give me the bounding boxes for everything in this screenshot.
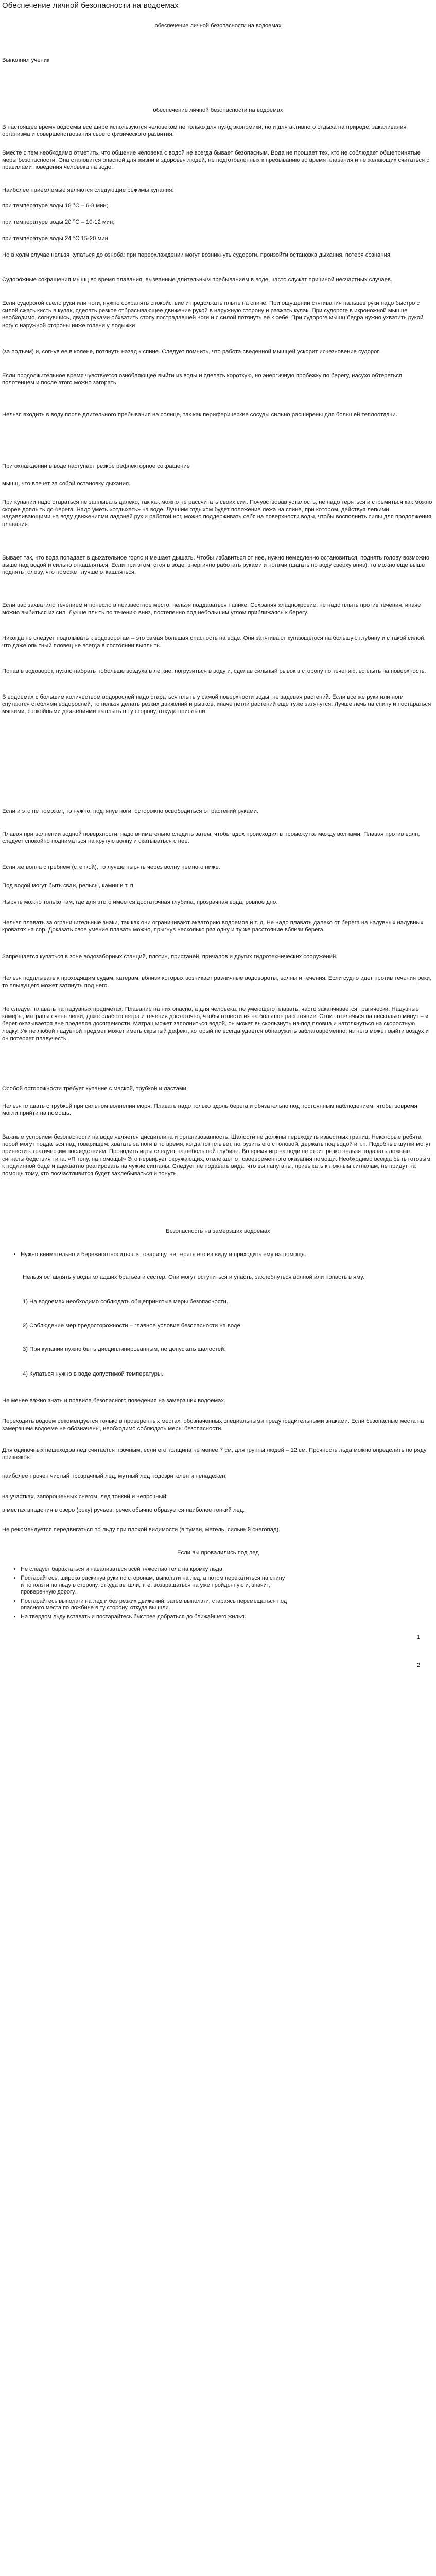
paragraph: Нырять можно только там, где для этого имеется достаточная глубина, прозрачная вода, ровное дно.	[2, 899, 278, 905]
paragraph: Под водой могут быть сваи, рельсы, камни и т. п.	[2, 883, 135, 889]
paragraph: Нельзя входить в воду после длительного пребывания на солнце, так как периферические сосуды сильно расширены для большей теплоотдачи.	[2, 412, 397, 418]
temperature-line: при температуре воды 20 °C – 10-12 мин;	[2, 219, 115, 225]
paragraph: Если же волна с гребнем (степкой), то лучше нырять через волну немного ниже.	[2, 864, 220, 870]
paragraph: Не менее важно знать и правила безопасного поведения на замерзших водоемах.	[2, 1398, 226, 1404]
paragraph: В водоемах с большим количеством водорослей надо стараться плыть у самой поверхности воды, не задевая растений. Если все же руки или ноги спутаются стеблями водорослей, то нельзя делать резких движений и рывков, иначе петли растений еще туже затянутся. Лучше лечь на спину и постараться мягкими, спокойными движениями выплыть в ту сторону, откуда приплыли.	[2, 694, 431, 715]
paragraph: Никогда не следует подплывать к водоворотам – это самая большая опасность на воде. Они затягивают купающегося на большую глубину и с такой силой, что даже опытный пловец не всегда в состоянии выплыть.	[2, 635, 426, 649]
paragraph: При купании надо стараться не заплывать далеко, так как можно не рассчитать своих сил. Почувствовав усталость, не надо теряться и стремиться как можно скорее доплыть до берега. Надо уметь «отдыхать» на воде. Лучшим отдыхом будет положение лежа на спине, при котором, действуя легкими надавливающими на воду движениями ладоней рук и работой ног, можно поддерживать себя на поверхности воды, чтобы восполнить силы для продолжения плавания.	[2, 499, 432, 528]
paragraph: Но в холм случае нельзя купаться до озноба: при переохлаждении могут возникнуть судороги, произойти остановка дыхания, потеря сознания.	[2, 252, 392, 258]
paragraph: наиболее прочен чистый прозрачный лед, мутный лед подозрителен и ненадежен;	[2, 1473, 227, 1479]
bullet-list	[12, 1251, 432, 1262]
paragraph: Для одиночных пешеходов лед считается прочным, если его толщина не менее 7 см, для группы людей – 12 см. Прочность льда можно определить по ряду признаков:	[2, 1447, 427, 1461]
bullet-list	[12, 1566, 288, 1623]
document-subtitle: обеспечение личной безопасности на водоемах	[154, 23, 282, 29]
list-item: 3) При купании нужно быть дисциплинированным, не допускать шалостей.	[23, 1346, 226, 1352]
list-item: 4) Купаться нужно в воде допустимой температуры.	[23, 1371, 164, 1377]
paragraph: в местах впадения в озеро (реку) ручьев, речек обычно образуется наиболее тонкий лед.	[2, 1507, 245, 1513]
paragraph: мышц, что влечет за собой остановку дыхания.	[2, 481, 131, 487]
section-heading: Безопасность на замерзших водоемах	[166, 1228, 270, 1234]
paragraph: Не следует плавать на надувных предметах. Плавание на них опасно, а для человека, не умеющего плавать, часто заканчивается трагически. Надувные камеры, матрацы очень легки, даже слабого ветра и течения достаточно, чтобы отнести их на большое расстояние. Стоит отвлечься на несколько минут – и берег оказывается вне пределов досягаемости. Матрац может заполниться водой, он может выскользнуть из-под пловца и натолкнуться на скоростную лодку. Уж не любой надувной предмет может иметь скрытый дефект, который не всегда удается обнаружить заблаговременно; из него может выйти воздух и он потеряет плавучесть.	[2, 1006, 429, 1042]
paragraph: на участках, запорошенных снегом, лед тонкий и непрочный;	[2, 1494, 168, 1500]
list-item: Нельзя оставлять у воды младших братьев и сестер. Они могут оступиться и упасть, захлебнуться волной или попасть в яму.	[23, 1274, 364, 1280]
author-line: Выполнил ученик	[2, 57, 49, 63]
paragraph: Нельзя плавать с трубкой при сильном волнении моря. Плавать надо только вдоль берега и обязательно под постоянным наблюдением, чтобы вовремя могли прийти на помощь.	[2, 1103, 417, 1117]
paragraph: Если и это не поможет, то нужно, подтянув ноги, осторожно освободиться от растений руками.	[2, 808, 259, 815]
paragraph: Переходить водоем рекомендуется только в проверенных местах, обозначенных специальными предупредительными знаками. Если безопасные места на замерзшем водоеме не обозначены, необходимо соблюдать меры безопасности.	[2, 1418, 424, 1432]
page-number: 1	[417, 1634, 421, 1640]
list-item: 2) Соблюдение мер предосторожности – главное условие безопасности на воде.	[23, 1323, 242, 1329]
section-heading: Если вы провалились под лед	[177, 1550, 259, 1556]
temperature-line: при температуре воды 18 °C – 6-8 мин;	[2, 202, 108, 209]
paragraph: Нельзя плавать за ограничительные знаки, так как они ограничивают акваторию водоемов и т. д. Не надо плавать далеко от берега на надувных надувных кроватях на сор. Доказать свое умение плавать можно, прыгнув несколько раз одну и ту же расстояние вблизи берега.	[2, 920, 424, 934]
paragraph: Судорожные сокращения мышц во время плавания, вызванные длительным пребыванием в воде, часто служат причиной несчастных случаев.	[2, 277, 393, 283]
paragraph: Если продолжительное время чувствуется ознобляющее выйти из воды и сделать короткую, но энергичную пробежку по берегу, насухо обтереться полотенцем и после этого можно загорать.	[2, 372, 403, 386]
list-item: • Не следует барахтаться и наваливаться всей тяжестью тела на кромку льда.	[21, 1566, 288, 1573]
paragraph: Если вас захватило течением и понесло в неизвестное место, нельзя поддаваться панике. Сохраняя хладнокровие, не надо плыть против течения, иначе можно выбиться из сил. Лучше плыть по течению вниз, постепенно под небольшим углом приближаясь к берегу.	[2, 602, 421, 616]
paragraph: Попав в водоворот, нужно набрать побольше воздуха в легкие, погрузиться в воду и, сделав сильный рывок в сторону по течению, всплыть на поверхность.	[2, 668, 426, 674]
list-item: • Нужно внимательно и бережноотноситься к товарищу, не терять его из виду и приходить ему на помощь.	[21, 1251, 432, 1258]
list-item: • Постарайтесь, широко раскинув руки по сторонам, выползти на лед, а потом перекатиться на спину и поползти по льду в сторону, откуда вы шли, т. е. возвращаться на уже пройденную и, значит, проверенную дорогу.	[21, 1575, 288, 1596]
paragraph: (за подъем) и, согнув ее в колене, потянуть назад к спине. Следует помнить, что работа сведенной мышцей ускорит исчезновение судорог.	[2, 349, 380, 355]
paragraph: Особой осторожности требует купание с маской, трубкой и ластами.	[2, 1086, 188, 1092]
paragraph: Вместе с тем необходимо отметить, что общение человека с водой не всегда бывает безопасным. Вода не прощает тех, кто не соблюдает общепринятые меры безопасности. Она становится опасной для жизни и здоровья людей, не подготовленных к пребыванию во время плавания и не желающих считаться с правилами поведения человека на воде.	[2, 150, 429, 171]
list-item: 1) На водоемах необходимо соблюдать общепринятые меры безопасности.	[23, 1299, 229, 1305]
paragraph: Если судорогой свело руки или ноги, нужно сохранять спокойствие и продолжать плыть на спине. При ощущении стягивания пальцев руки надо быстро с силой сжать кисть в кулак, сделать резкое отбрасывающее движение рукой в наружную сторону и разжать кулак. При судороге в икроножной мышце необходимо, согнувшись, двумя руками обхватить стопу пострадавшей ноги и с силой потянуть ее к себе. При судороге мышц бедра нужно ухватить рукой ногу с наружной стороны ниже голени у лодыжки	[2, 300, 424, 329]
paragraph: Нельзя подплывать к проходящим судам, катерам, вблизи которых возникает различные водовороты, волны и течения. Если судно идет против течения реки, то плывущего может затянуть под него.	[2, 975, 432, 989]
paragraph: Бывает так, что вода попадает в дыхательное горло и мешает дышать. Чтобы избавиться от нее, нужно немедленно остановиться, поднять голову возможно выше над водой и сильно откашляться. Если при этом, стоя в воде, энергично работать руками и ногами (шагать по воду сверху вниз), то можно еще выше поднять голову, что поможет лучше откашляться.	[2, 555, 430, 576]
page-number: 2	[417, 1662, 421, 1668]
paragraph: При охлаждении в воде наступает резкое рефлекторное сокращение	[2, 463, 190, 469]
document-title: Обеспечение личной безопасности на водоемах	[2, 1, 179, 10]
list-item: • Постарайтесь выползти на лед и без резких движений, затем выползти, стараясь перемещаться под опасного места по ложбине в ту сторону, откуда вы шли.	[21, 1598, 288, 1612]
paragraph: Запрещается купаться в зоне водозаборных станций, плотин, пристаней, причалов и других гидротехнических сооружений.	[2, 954, 338, 960]
paragraph: Не рекомендуется передвигаться по льду при плохой видимости (в туман, метель, сильный снегопад).	[2, 1527, 281, 1533]
list-item: • На твердом льду вставать и постарайтесь быстрее добраться до ближайшего жилья.	[21, 1614, 288, 1620]
paragraph: Наиболее приемлемые являются следующие режимы купания:	[2, 187, 174, 193]
section-heading: обеспечение личной безопасности на водоемах	[153, 107, 283, 113]
paragraph: Важным условием безопасности на воде является дисциплина и организованность. Шалости не должны переходить известных границ. Некоторые ребята порой могут поддаться над товарищем: хватать за ноги в то время, когда тот плывет, погрузить его с головой, держать под водой и т.п. Подобные шутки могут привести к трагическим последствиям. Проводить игры следует на небольшой глубине. Во время игр на воде не стоит резко нельзя подавать ложные сигналы бедствия типа: «Я тону, на помощь!» Это нервирует окружающих, отвлекает от своевременного оказания помощи. Необходимо всегда быть готовым к подлинной беде и адекватно реагировать на чужие сигналы. Следует не подавать вида, что вы напуганы, привыкать к ложным сигналам, не придут на помощь тому, кто посчастливится будет захлебываться и тонуть.	[2, 1134, 431, 1177]
paragraph-intro: В настоящее время водоемы все шире используются человеком не только для нужд экономики, но и для активного отдыха на природе, закаливания организма и совершенствования своего физического развития.	[2, 124, 407, 138]
temperature-line: при температуре воды 24 °C 15-20 мин.	[2, 235, 110, 242]
paragraph: Плавая при волнении водной поверхности, надо внимательно следить затем, чтобы вдох происходил в промежутке между волнами. Плавая против волн, следует спокойно подниматься на крутую волну и скатываться с нее.	[2, 831, 420, 845]
